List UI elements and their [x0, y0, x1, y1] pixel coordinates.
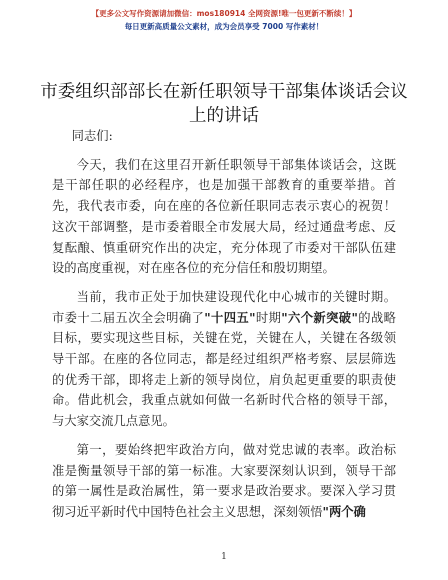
paragraph-3	[52, 440, 396, 523]
promo-banner-line-1: 【更多公文写作资源请加微信：mos180914 全网资源!唯一包更新不断续！】	[91, 9, 357, 18]
paragraph-3-text-1: 第一，要始终把牢政治方向，做对党忠诚的表率。政治标准是衡量领导干部的第一标准。大家要深刻认识到，领导干部的第一属性是政治属性，第一要求是政治要求。要深入学习贯彻习近平新时代中国特色社会主义思想，深刻领悟	[52, 442, 396, 519]
document-body	[52, 126, 396, 531]
paragraph-2-text-3: 的战略目标，要实现这些目标，关键在党，关键在人，关键在各级领导干部。在座的各位同志，都是经过组织严格考察、层层筛选的优秀干部，即将走上新的领导岗位，肩负起更重要的职责使命。借此机会，我重点就如何做一名新时代合格的领导干部，与大家交流几点意见。	[52, 310, 396, 429]
paragraph-2	[52, 287, 396, 432]
document-title: 市委组织部部长在新任职领导干部集体谈话会议上的讲话	[40, 82, 408, 126]
paragraph-2-bold-2: "六个新突破"	[281, 310, 358, 325]
page-number: 1	[221, 552, 227, 562]
promo-banner-line-2: 每日更新高质量公文素材，成为会员享受 7000 写作素材！	[124, 22, 324, 31]
salutation: 同志们:	[71, 129, 113, 143]
paragraph-3-bold-1: "两个确	[322, 504, 366, 519]
paragraph-2-text-1: 当前，我市正处于加快建设现代化中心城市的关键时期。市委十二届五次全会明确了	[52, 289, 396, 325]
paragraph-2-bold-1: "十四五"	[204, 310, 256, 325]
paragraph-2-text-2: 时期	[255, 310, 282, 325]
paragraph-1: 今天，我们在这里召开新任职领导干部集体谈话会，这既是干部任职的必经程序，也是加强干部教育的重要举措。首先，我代表市委，向在座的各位新任职同志表示衷心的祝贺！这次干部调整，是市委着眼全市发展大局，经过通盘考虑、反复酝酿、慎重研究作出的决定，充分体现了市委对干部队伍建设的高度重视，对在座各位的充分信任和殷切期望。	[52, 157, 396, 276]
